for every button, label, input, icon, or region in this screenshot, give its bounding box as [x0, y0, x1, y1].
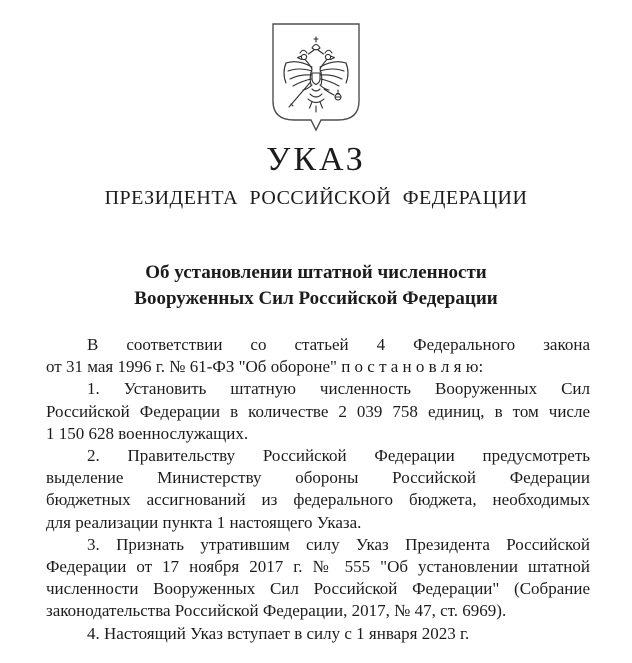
paragraph	[46, 534, 590, 623]
text-line: 3. Признать утратившим силу Указ Президента Российской	[87, 534, 590, 554]
text-line: В соответствии со статьей 4 Федерального закона	[87, 335, 590, 354]
text-line: выделение Министерству обороны Российской Федерации	[46, 468, 590, 488]
paragraph	[46, 445, 590, 534]
text-line: 2. Правительству Российской Федерации предусмотреть	[87, 446, 590, 466]
text-line: 1 150 628 военнослужащих.	[46, 423, 249, 443]
paragraph	[46, 378, 590, 445]
decree-title: УКАЗ	[266, 141, 366, 178]
subject-heading-line-1: Об установлении штатной численности	[145, 262, 487, 283]
coat-of-arms-icon	[272, 23, 360, 133]
text-line: 4. Настоящий Указ вступает в силу с 1 января 2023 г.	[87, 623, 470, 643]
paragraph	[46, 623, 590, 645]
text-line: законодательства Российской Федерации, 2017, № 47, ст. 6969).	[46, 601, 507, 621]
text-line: численности Вооруженных Сил Российской Федерации" (Собрание	[46, 579, 590, 599]
text-line: 1. Установить штатную численность Вооруженных Сил	[87, 379, 590, 399]
text-line: бюджетных ассигнований из федерального бюджета, необходимых	[46, 490, 590, 510]
text-line: для реализации пункта 1 настоящего Указа.	[46, 512, 362, 532]
document-body	[46, 334, 590, 645]
text-line: Российской Федерации в количестве 2 039 758 единиц, в том числе	[46, 401, 590, 421]
subject-heading-line-2: Вооруженных Сил Российской Федерации	[134, 288, 498, 309]
issuer-title: ПРЕЗИДЕНТА РОССИЙСКОЙ ФЕДЕРАЦИИ	[104, 187, 528, 209]
subject-heading	[0, 260, 632, 312]
text-line: Федерации от 17 ноября 2017 г. № 555 "Об установлении штатной	[46, 557, 590, 577]
text-line: от 31 мая 1996 г. № 61-ФЗ "Об обороне" п о с т а н о в л я ю:	[46, 357, 484, 377]
paragraph	[46, 334, 590, 378]
